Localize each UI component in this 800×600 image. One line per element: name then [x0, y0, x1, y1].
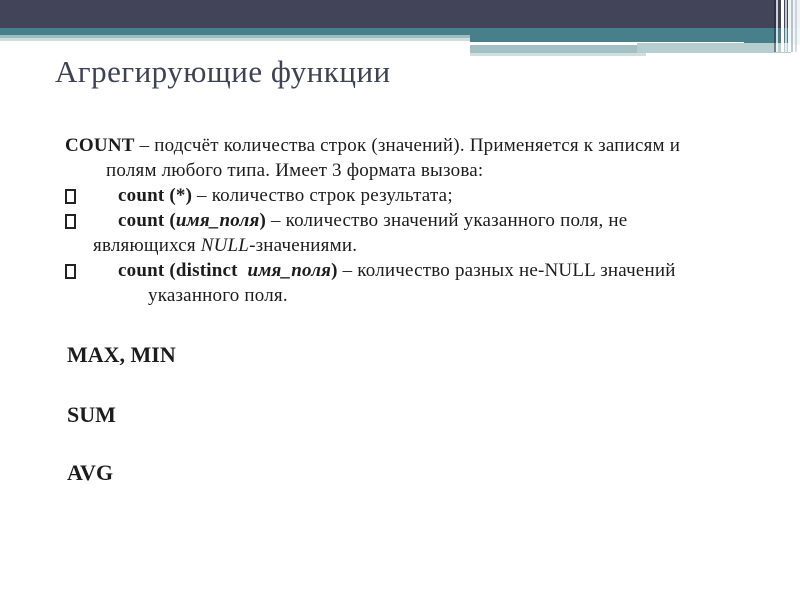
body-line: полям любого типа. Имеет 3 формата вызова: [106, 160, 484, 181]
body-line: указанного поля. [148, 285, 288, 306]
label-avg: AVG [67, 460, 114, 485]
empty-square-bullet-icon [65, 189, 76, 204]
pinstripe-icon [785, 0, 787, 52]
header-navy-bar [0, 0, 800, 28]
body-line: являющихся NULL-значениями. [93, 235, 358, 256]
pinstripe-faint-icon [791, 0, 793, 52]
pinstripe-faint-icon [795, 0, 797, 52]
body-line: count (distinct имя_поля) – количество разных не-NULL значений [118, 260, 676, 281]
body-line: count (*) – количество строк результата; [118, 185, 453, 206]
body-line: COUNT – подсчёт количества строк (значений). Применяется к записям и [65, 135, 681, 156]
header-light-band-right2 [637, 43, 791, 53]
slide-title: Агрегирующие функции [55, 54, 391, 89]
label-sum: SUM [67, 402, 116, 427]
empty-square-bullet-icon [65, 214, 76, 229]
empty-square-bullet-icon [65, 264, 76, 279]
label-max-min: MAX, MIN [67, 342, 176, 367]
body-line: count (имя_поля) – количество значений указанного поля, не [118, 210, 628, 231]
header-light-band-right [470, 45, 637, 53]
pinstripe-icon [776, 0, 778, 52]
header-pale-band-right [470, 53, 646, 56]
header-pale-strip-left [0, 38, 470, 41]
